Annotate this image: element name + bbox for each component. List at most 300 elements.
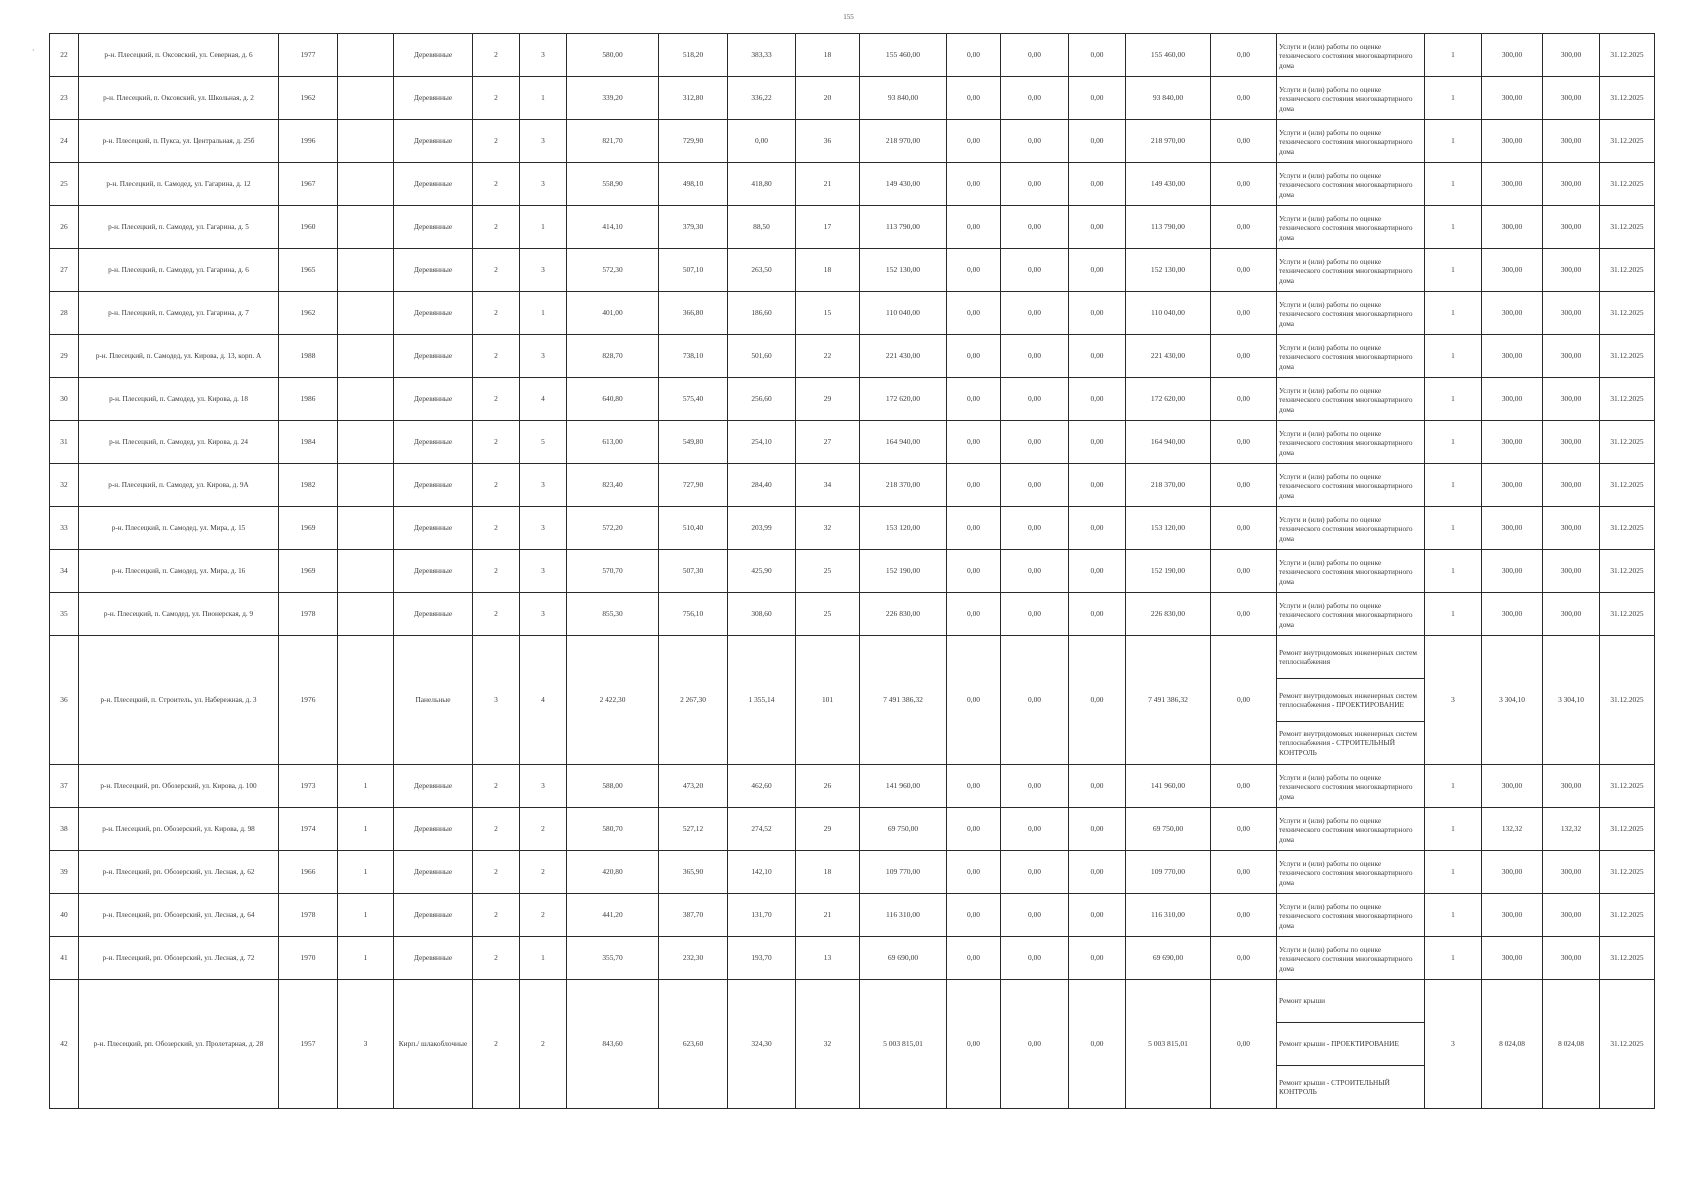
fund-cell: 0,00	[1069, 120, 1126, 163]
year-cell: 1966	[279, 851, 338, 894]
living-area-cell: 2 267,30	[659, 636, 728, 765]
works-cell	[1277, 120, 1425, 163]
address-cell: р-н. Плесецкий, п. Самодед, ул. Кирова, д. 9А	[79, 464, 279, 507]
category-cell	[338, 335, 394, 378]
total-cost-cell: 141 960,00	[860, 765, 947, 808]
deadline-cell: 31.12.2025	[1600, 77, 1655, 120]
fund-cell: 0,00	[1001, 593, 1069, 636]
works-cell	[1277, 206, 1425, 249]
wall-material-cell: Деревянные	[394, 206, 473, 249]
deadline-cell: 31.12.2025	[1600, 34, 1655, 77]
total-area-cell: 420,80	[567, 851, 659, 894]
works-count-cell: 1	[1425, 206, 1482, 249]
floors-cell: 2	[473, 937, 520, 980]
total-area-cell: 572,30	[567, 249, 659, 292]
total-area-cell: 401,00	[567, 292, 659, 335]
work-item: Ремонт внутридомовых инженерных систем теплоснабжения	[1277, 636, 1424, 679]
year-cell: 1965	[279, 249, 338, 292]
row-number: 37	[50, 765, 79, 808]
category-cell	[338, 464, 394, 507]
table-row	[50, 894, 1655, 937]
fund-cell: 0,00	[1001, 163, 1069, 206]
floors-cell: 2	[473, 808, 520, 851]
entrances-cell: 2	[520, 894, 567, 937]
works-cell	[1277, 77, 1425, 120]
wall-material-cell: Деревянные	[394, 292, 473, 335]
fund-cell: 0,00	[1211, 636, 1277, 765]
living-area-cell: 623,60	[659, 980, 728, 1109]
address-cell: р-н. Плесецкий, п. Самодед, ул. Мира, д. 15	[79, 507, 279, 550]
floors-cell: 2	[473, 378, 520, 421]
address-cell: р-н. Плесецкий, п. Строитель, ул. Набережная, д. 3	[79, 636, 279, 765]
works-count-cell: 3	[1425, 980, 1482, 1109]
living-area-cell: 232,30	[659, 937, 728, 980]
residents-cell: 18	[796, 851, 860, 894]
private-area-cell: 324,30	[728, 980, 796, 1109]
entrances-cell: 3	[520, 34, 567, 77]
works-count-cell: 1	[1425, 34, 1482, 77]
floors-cell: 2	[473, 120, 520, 163]
table-row	[50, 980, 1655, 1109]
limit-cost-cell: 300,00	[1543, 378, 1600, 421]
works-cell	[1277, 464, 1425, 507]
owners-funds-cell: 218 370,00	[1126, 464, 1211, 507]
living-area-cell: 365,90	[659, 851, 728, 894]
margin-mark: ·	[32, 46, 35, 55]
year-cell: 1962	[279, 292, 338, 335]
owners-funds-cell: 5 003 815,01	[1126, 980, 1211, 1109]
fund-cell: 0,00	[947, 808, 1001, 851]
floors-cell: 2	[473, 249, 520, 292]
fund-cell: 0,00	[1069, 507, 1126, 550]
works-count-cell: 1	[1425, 464, 1482, 507]
year-cell: 1969	[279, 507, 338, 550]
total-area-cell: 2 422,30	[567, 636, 659, 765]
residents-cell: 15	[796, 292, 860, 335]
limit-cost-cell: 300,00	[1543, 765, 1600, 808]
owners-funds-cell: 93 840,00	[1126, 77, 1211, 120]
unit-cost-cell: 300,00	[1482, 421, 1543, 464]
deadline-cell: 31.12.2025	[1600, 249, 1655, 292]
work-item: Ремонт внутридомовых инженерных систем теплоснабжения - ПРОЕКТИРОВАНИЕ	[1277, 679, 1424, 722]
limit-cost-cell: 300,00	[1543, 206, 1600, 249]
total-cost-cell: 155 460,00	[860, 34, 947, 77]
fund-cell: 0,00	[1001, 550, 1069, 593]
category-cell	[338, 421, 394, 464]
residents-cell: 17	[796, 206, 860, 249]
fund-cell: 0,00	[1211, 550, 1277, 593]
wall-material-cell: Деревянные	[394, 249, 473, 292]
row-number: 40	[50, 894, 79, 937]
floors-cell: 2	[473, 507, 520, 550]
owners-funds-cell: 221 430,00	[1126, 335, 1211, 378]
fund-cell: 0,00	[1069, 163, 1126, 206]
floors-cell: 2	[473, 894, 520, 937]
work-item: Услуги и (или) работы по оценке технического состояния многоквартирного дома	[1279, 816, 1413, 844]
works-count-cell: 1	[1425, 851, 1482, 894]
table-row	[50, 636, 1655, 765]
living-area-cell: 473,20	[659, 765, 728, 808]
fund-cell: 0,00	[947, 894, 1001, 937]
wall-material-cell: Деревянные	[394, 421, 473, 464]
category-cell: 3	[338, 980, 394, 1109]
address-cell: р-н. Плесецкий, п. Самодед, ул. Гагарина, д. 6	[79, 249, 279, 292]
work-item: Услуги и (или) работы по оценке технического состояния многоквартирного дома	[1279, 300, 1413, 328]
fund-cell: 0,00	[1001, 937, 1069, 980]
wall-material-cell: Деревянные	[394, 163, 473, 206]
total-cost-cell: 221 430,00	[860, 335, 947, 378]
fund-cell: 0,00	[1211, 808, 1277, 851]
table-row	[50, 421, 1655, 464]
fund-cell: 0,00	[947, 120, 1001, 163]
limit-cost-cell: 8 024,08	[1543, 980, 1600, 1109]
owners-funds-cell: 164 940,00	[1126, 421, 1211, 464]
works-count-cell: 1	[1425, 77, 1482, 120]
living-area-cell: 727,90	[659, 464, 728, 507]
address-cell: р-н. Плесецкий, рп. Обозерский, ул. Лесная, д. 72	[79, 937, 279, 980]
fund-cell: 0,00	[1211, 77, 1277, 120]
year-cell: 1974	[279, 808, 338, 851]
work-item: Ремонт внутридомовых инженерных систем теплоснабжения - СТРОИТЕЛЬНЫЙ КОНТРОЛЬ	[1279, 729, 1418, 757]
living-area-cell: 366,80	[659, 292, 728, 335]
owners-funds-cell: 172 620,00	[1126, 378, 1211, 421]
limit-cost-cell: 300,00	[1543, 163, 1600, 206]
floors-cell: 2	[473, 292, 520, 335]
residents-cell: 22	[796, 335, 860, 378]
floors-cell: 2	[473, 593, 520, 636]
limit-cost-cell: 300,00	[1543, 550, 1600, 593]
floors-cell: 3	[473, 636, 520, 765]
fund-cell: 0,00	[1211, 464, 1277, 507]
fund-cell: 0,00	[947, 593, 1001, 636]
works-cell	[1277, 249, 1425, 292]
total-cost-cell: 110 040,00	[860, 292, 947, 335]
fund-cell: 0,00	[1069, 335, 1126, 378]
deadline-cell: 31.12.2025	[1600, 636, 1655, 765]
owners-funds-cell: 69 750,00	[1126, 808, 1211, 851]
works-cell	[1277, 163, 1425, 206]
table-row	[50, 292, 1655, 335]
category-cell	[338, 593, 394, 636]
category-cell: 1	[338, 894, 394, 937]
total-cost-cell: 218 970,00	[860, 120, 947, 163]
total-cost-cell: 93 840,00	[860, 77, 947, 120]
entrances-cell: 3	[520, 335, 567, 378]
owners-funds-cell: 116 310,00	[1126, 894, 1211, 937]
year-cell: 1986	[279, 378, 338, 421]
works-count-cell: 1	[1425, 808, 1482, 851]
table-row	[50, 593, 1655, 636]
private-area-cell: 193,70	[728, 937, 796, 980]
limit-cost-cell: 300,00	[1543, 507, 1600, 550]
entrances-cell: 3	[520, 163, 567, 206]
wall-material-cell: Деревянные	[394, 593, 473, 636]
unit-cost-cell: 300,00	[1482, 34, 1543, 77]
total-area-cell: 580,00	[567, 34, 659, 77]
works-cell	[1277, 808, 1425, 851]
category-cell: 1	[338, 765, 394, 808]
works-cell	[1277, 34, 1425, 77]
entrances-cell: 2	[520, 980, 567, 1109]
unit-cost-cell: 300,00	[1482, 765, 1543, 808]
address-cell: р-н. Плесецкий, п. Самодед, ул. Кирова, д. 13, корп. А	[79, 335, 279, 378]
residents-cell: 36	[796, 120, 860, 163]
table-row	[50, 378, 1655, 421]
works-cell	[1277, 593, 1425, 636]
unit-cost-cell: 300,00	[1482, 464, 1543, 507]
entrances-cell: 3	[520, 507, 567, 550]
floors-cell: 2	[473, 851, 520, 894]
living-area-cell: 507,30	[659, 550, 728, 593]
address-cell: р-н. Плесецкий, рп. Обозерский, ул. Пролетарная, д. 28	[79, 980, 279, 1109]
floors-cell: 2	[473, 765, 520, 808]
table-row	[50, 851, 1655, 894]
address-cell: р-н. Плесецкий, п. Самодед, ул. Гагарина, д. 7	[79, 292, 279, 335]
table-row	[50, 464, 1655, 507]
wall-material-cell: Деревянные	[394, 335, 473, 378]
category-cell	[338, 550, 394, 593]
fund-cell: 0,00	[1069, 421, 1126, 464]
fund-cell: 0,00	[1069, 636, 1126, 765]
unit-cost-cell: 132,32	[1482, 808, 1543, 851]
fund-cell: 0,00	[1211, 120, 1277, 163]
works-count-cell: 3	[1425, 636, 1482, 765]
residents-cell: 29	[796, 378, 860, 421]
private-area-cell: 425,90	[728, 550, 796, 593]
private-area-cell: 263,50	[728, 249, 796, 292]
fund-cell: 0,00	[1001, 980, 1069, 1109]
fund-cell: 0,00	[947, 335, 1001, 378]
private-area-cell: 462,60	[728, 765, 796, 808]
works-cell	[1277, 851, 1425, 894]
row-number: 22	[50, 34, 79, 77]
total-area-cell: 855,30	[567, 593, 659, 636]
page-number: 155	[843, 13, 854, 21]
private-area-cell: 1 355,14	[728, 636, 796, 765]
limit-cost-cell: 300,00	[1543, 937, 1600, 980]
entrances-cell: 2	[520, 808, 567, 851]
residents-cell: 25	[796, 593, 860, 636]
work-item: Услуги и (или) работы по оценке технического состояния многоквартирного дома	[1279, 472, 1413, 500]
living-area-cell: 312,80	[659, 77, 728, 120]
deadline-cell: 31.12.2025	[1600, 980, 1655, 1109]
address-cell: р-н. Плесецкий, п. Оксовский, ул. Северная, д. 6	[79, 34, 279, 77]
floors-cell: 2	[473, 980, 520, 1109]
address-cell: р-н. Плесецкий, рп. Обозерский, ул. Лесная, д. 64	[79, 894, 279, 937]
owners-funds-cell: 155 460,00	[1126, 34, 1211, 77]
works-count-cell: 1	[1425, 765, 1482, 808]
deadline-cell: 31.12.2025	[1600, 593, 1655, 636]
fund-cell: 0,00	[947, 550, 1001, 593]
total-area-cell: 828,70	[567, 335, 659, 378]
fund-cell: 0,00	[1211, 894, 1277, 937]
year-cell: 1967	[279, 163, 338, 206]
deadline-cell: 31.12.2025	[1600, 292, 1655, 335]
entrances-cell: 1	[520, 206, 567, 249]
living-area-cell: 510,40	[659, 507, 728, 550]
total-area-cell: 339,20	[567, 77, 659, 120]
living-area-cell: 549,80	[659, 421, 728, 464]
total-cost-cell: 69 690,00	[860, 937, 947, 980]
floors-cell: 2	[473, 335, 520, 378]
works-count-cell: 1	[1425, 120, 1482, 163]
owners-funds-cell: 7 491 386,32	[1126, 636, 1211, 765]
works-cell	[1277, 378, 1425, 421]
fund-cell: 0,00	[947, 77, 1001, 120]
wall-material-cell: Деревянные	[394, 507, 473, 550]
fund-cell: 0,00	[947, 851, 1001, 894]
owners-funds-cell: 218 970,00	[1126, 120, 1211, 163]
total-cost-cell: 7 491 386,32	[860, 636, 947, 765]
capital-repair-table	[49, 33, 1655, 1109]
living-area-cell: 379,30	[659, 206, 728, 249]
category-cell	[338, 163, 394, 206]
fund-cell: 0,00	[1211, 249, 1277, 292]
work-item: Услуги и (или) работы по оценке технического состояния многоквартирного дома	[1279, 171, 1413, 199]
work-item: Услуги и (или) работы по оценке технического состояния многоквартирного дома	[1279, 85, 1413, 113]
fund-cell: 0,00	[947, 464, 1001, 507]
private-area-cell: 0,00	[728, 120, 796, 163]
residents-cell: 32	[796, 980, 860, 1109]
work-item: Услуги и (или) работы по оценке технического состояния многоквартирного дома	[1279, 343, 1413, 371]
total-area-cell: 558,90	[567, 163, 659, 206]
limit-cost-cell: 300,00	[1543, 421, 1600, 464]
entrances-cell: 3	[520, 593, 567, 636]
owners-funds-cell: 226 830,00	[1126, 593, 1211, 636]
fund-cell: 0,00	[1069, 249, 1126, 292]
private-area-cell: 88,50	[728, 206, 796, 249]
row-number: 27	[50, 249, 79, 292]
year-cell: 1978	[279, 593, 338, 636]
deadline-cell: 31.12.2025	[1600, 507, 1655, 550]
wall-material-cell: Деревянные	[394, 77, 473, 120]
entrances-cell: 3	[520, 464, 567, 507]
fund-cell: 0,00	[1001, 507, 1069, 550]
total-area-cell: 441,20	[567, 894, 659, 937]
address-cell: р-н. Плесецкий, п. Самодед, ул. Гагарина, д. 12	[79, 163, 279, 206]
work-item: Услуги и (или) работы по оценке технического состояния многоквартирного дома	[1279, 515, 1413, 543]
fund-cell: 0,00	[947, 163, 1001, 206]
year-cell: 1978	[279, 894, 338, 937]
entrances-cell: 3	[520, 550, 567, 593]
year-cell: 1977	[279, 34, 338, 77]
private-area-cell: 336,22	[728, 77, 796, 120]
unit-cost-cell: 300,00	[1482, 335, 1543, 378]
fund-cell: 0,00	[1069, 464, 1126, 507]
fund-cell: 0,00	[947, 636, 1001, 765]
entrances-cell: 3	[520, 765, 567, 808]
total-cost-cell: 113 790,00	[860, 206, 947, 249]
total-cost-cell: 164 940,00	[860, 421, 947, 464]
deadline-cell: 31.12.2025	[1600, 851, 1655, 894]
address-cell: р-н. Плесецкий, п. Самодед, ул. Кирова, д. 24	[79, 421, 279, 464]
table-row	[50, 249, 1655, 292]
owners-funds-cell: 69 690,00	[1126, 937, 1211, 980]
work-item: Ремонт крыши - ПРОЕКТИРОВАНИЕ	[1277, 1023, 1424, 1066]
address-cell: р-н. Плесецкий, п. Самодед, ул. Кирова, д. 18	[79, 378, 279, 421]
fund-cell: 0,00	[947, 765, 1001, 808]
row-number: 42	[50, 980, 79, 1109]
year-cell: 1969	[279, 550, 338, 593]
works-cell	[1277, 507, 1425, 550]
entrances-cell: 4	[520, 378, 567, 421]
work-item: Услуги и (или) работы по оценке технического состояния многоквартирного дома	[1279, 128, 1413, 156]
unit-cost-cell: 300,00	[1482, 292, 1543, 335]
deadline-cell: 31.12.2025	[1600, 421, 1655, 464]
deadline-cell: 31.12.2025	[1600, 206, 1655, 249]
fund-cell: 0,00	[1211, 163, 1277, 206]
works-cell	[1277, 894, 1425, 937]
total-cost-cell: 153 120,00	[860, 507, 947, 550]
wall-material-cell: Деревянные	[394, 894, 473, 937]
limit-cost-cell: 300,00	[1543, 292, 1600, 335]
deadline-cell: 31.12.2025	[1600, 937, 1655, 980]
residents-cell: 20	[796, 77, 860, 120]
deadline-cell: 31.12.2025	[1600, 163, 1655, 206]
entrances-cell: 3	[520, 120, 567, 163]
wall-material-cell: Деревянные	[394, 851, 473, 894]
total-area-cell: 580,70	[567, 808, 659, 851]
category-cell	[338, 507, 394, 550]
owners-funds-cell: 152 190,00	[1126, 550, 1211, 593]
year-cell: 1988	[279, 335, 338, 378]
fund-cell: 0,00	[1211, 937, 1277, 980]
address-cell: р-н. Плесецкий, п. Самодед, ул. Гагарина, д. 5	[79, 206, 279, 249]
unit-cost-cell: 300,00	[1482, 120, 1543, 163]
fund-cell: 0,00	[1069, 851, 1126, 894]
unit-cost-cell: 300,00	[1482, 163, 1543, 206]
total-area-cell: 588,00	[567, 765, 659, 808]
entrances-cell: 1	[520, 937, 567, 980]
fund-cell: 0,00	[1069, 980, 1126, 1109]
row-number: 26	[50, 206, 79, 249]
fund-cell: 0,00	[1069, 34, 1126, 77]
living-area-cell: 756,10	[659, 593, 728, 636]
fund-cell: 0,00	[1211, 206, 1277, 249]
deadline-cell: 31.12.2025	[1600, 378, 1655, 421]
fund-cell: 0,00	[1001, 34, 1069, 77]
unit-cost-cell: 300,00	[1482, 507, 1543, 550]
wall-material-cell: Деревянные	[394, 550, 473, 593]
entrances-cell: 3	[520, 249, 567, 292]
entrances-cell: 2	[520, 851, 567, 894]
row-number: 35	[50, 593, 79, 636]
fund-cell: 0,00	[1001, 808, 1069, 851]
floors-cell: 2	[473, 206, 520, 249]
limit-cost-cell: 300,00	[1543, 34, 1600, 77]
total-cost-cell: 5 003 815,01	[860, 980, 947, 1109]
address-cell: р-н. Плесецкий, рп. Обозерский, ул. Лесная, д. 62	[79, 851, 279, 894]
works-count-cell: 1	[1425, 335, 1482, 378]
living-area-cell: 738,10	[659, 335, 728, 378]
limit-cost-cell: 300,00	[1543, 593, 1600, 636]
unit-cost-cell: 300,00	[1482, 378, 1543, 421]
unit-cost-cell: 3 304,10	[1482, 636, 1543, 765]
year-cell: 1957	[279, 980, 338, 1109]
fund-cell: 0,00	[1211, 980, 1277, 1109]
work-item: Услуги и (или) работы по оценке технического состояния многоквартирного дома	[1279, 257, 1413, 285]
unit-cost-cell: 8 024,08	[1482, 980, 1543, 1109]
table-row	[50, 77, 1655, 120]
year-cell: 1973	[279, 765, 338, 808]
total-cost-cell: 116 310,00	[860, 894, 947, 937]
fund-cell: 0,00	[1001, 335, 1069, 378]
works-count-cell: 1	[1425, 550, 1482, 593]
category-cell	[338, 206, 394, 249]
fund-cell: 0,00	[1069, 206, 1126, 249]
entrances-cell: 1	[520, 292, 567, 335]
total-cost-cell: 69 750,00	[860, 808, 947, 851]
